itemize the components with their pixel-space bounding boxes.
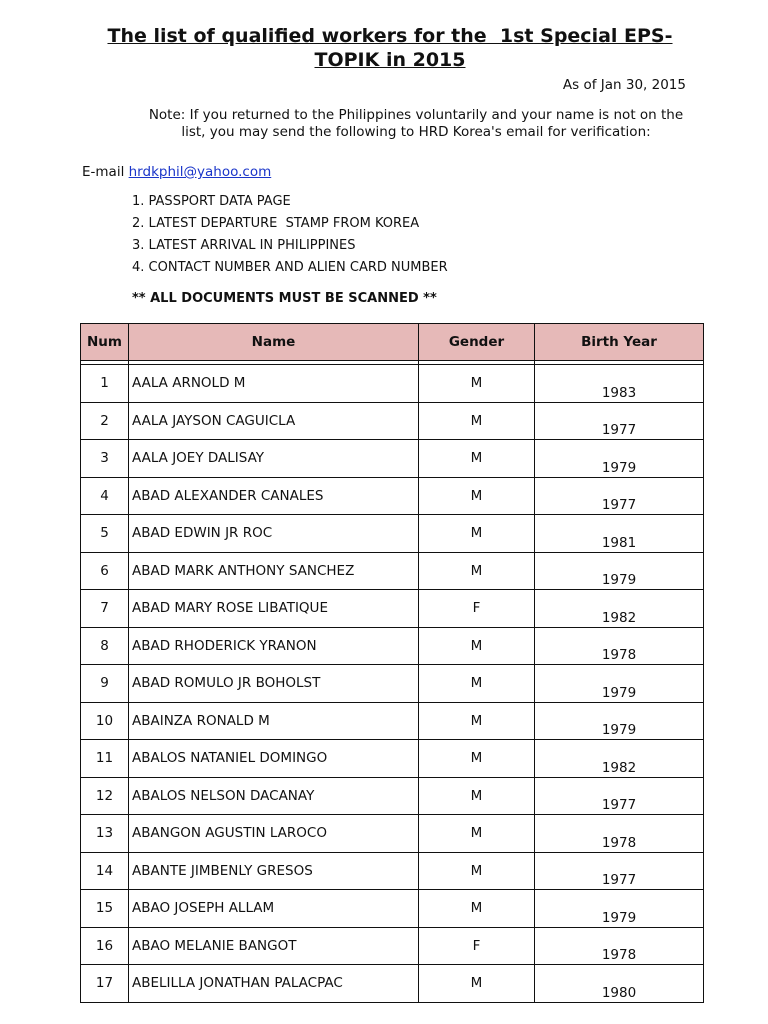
- cell-num: 16: [81, 927, 129, 965]
- cell-gender: M: [419, 477, 535, 515]
- cell-num: 6: [81, 552, 129, 590]
- cell-birth-year: 1977: [535, 852, 704, 890]
- as-of-date: As of Jan 30, 2015: [562, 77, 686, 93]
- cell-birth-year: 1980: [535, 965, 704, 1003]
- cell-gender: M: [419, 777, 535, 815]
- table-row: [81, 702, 704, 740]
- cell-name: ABAD EDWIN JR ROC: [129, 515, 419, 553]
- page-title: [60, 24, 720, 72]
- header-birth-year: Birth Year: [535, 324, 704, 361]
- cell-birth-year: 1983: [535, 365, 704, 403]
- cell-gender: M: [419, 665, 535, 703]
- cell-num: 1: [81, 365, 129, 403]
- cell-name: ABANTE JIMBENLY GRESOS: [129, 852, 419, 890]
- cell-gender: M: [419, 515, 535, 553]
- requirement-item: 1. PASSPORT DATA PAGE: [132, 194, 291, 209]
- header-gender: Gender: [419, 324, 535, 361]
- cell-gender: F: [419, 927, 535, 965]
- cell-gender: M: [419, 702, 535, 740]
- table-row: [81, 815, 704, 853]
- cell-num: 17: [81, 965, 129, 1003]
- cell-birth-year: 1979: [535, 440, 704, 478]
- cell-num: 3: [81, 440, 129, 478]
- note-line-2: list, you may send the following to HRD Korea's email for verification:: [181, 124, 651, 140]
- cell-name: ABAO MELANIE BANGOT: [129, 927, 419, 965]
- cell-birth-year: 1978: [535, 927, 704, 965]
- cell-num: 8: [81, 627, 129, 665]
- cell-name: ABAD MARK ANTHONY SANCHEZ: [129, 552, 419, 590]
- cell-name: ABALOS NATANIEL DOMINGO: [129, 740, 419, 778]
- cell-name: AALA ARNOLD M: [129, 365, 419, 403]
- table-header-row: [81, 324, 704, 361]
- cell-birth-year: 1981: [535, 515, 704, 553]
- cell-birth-year: 1977: [535, 777, 704, 815]
- requirement-item: 3. LATEST ARRIVAL IN PHILIPPINES: [132, 238, 356, 253]
- table-row: [81, 740, 704, 778]
- cell-birth-year: 1979: [535, 665, 704, 703]
- table-row: [81, 590, 704, 628]
- cell-gender: M: [419, 890, 535, 928]
- table-row: [81, 440, 704, 478]
- cell-num: 13: [81, 815, 129, 853]
- table-row: [81, 890, 704, 928]
- cell-name: ABAO JOSEPH ALLAM: [129, 890, 419, 928]
- table-row: [81, 552, 704, 590]
- cell-gender: M: [419, 815, 535, 853]
- email-label: E-mail: [82, 164, 125, 180]
- scan-notice: ** ALL DOCUMENTS MUST BE SCANNED **: [132, 291, 437, 306]
- requirement-item: 2. LATEST DEPARTURE STAMP FROM KOREA: [132, 216, 420, 231]
- cell-num: 12: [81, 777, 129, 815]
- header-name: Name: [129, 324, 419, 361]
- cell-gender: M: [419, 365, 535, 403]
- table-row: [81, 627, 704, 665]
- cell-num: 11: [81, 740, 129, 778]
- cell-birth-year: 1978: [535, 627, 704, 665]
- cell-num: 14: [81, 852, 129, 890]
- cell-name: ABAD ALEXANDER CANALES: [129, 477, 419, 515]
- cell-birth-year: 1977: [535, 402, 704, 440]
- cell-birth-year: 1979: [535, 552, 704, 590]
- cell-gender: M: [419, 440, 535, 478]
- cell-name: ABANGON AGUSTIN LAROCO: [129, 815, 419, 853]
- table-body: [81, 361, 704, 1003]
- title-line-2: TOPIK in 2015: [314, 49, 466, 71]
- cell-gender: M: [419, 740, 535, 778]
- email-row: [82, 164, 271, 180]
- note-line-1: Note: If you returned to the Philippines voluntarily and your name is not on the: [148, 107, 684, 123]
- cell-num: 4: [81, 477, 129, 515]
- table-row: [81, 477, 704, 515]
- cell-name: ABAINZA RONALD M: [129, 702, 419, 740]
- cell-num: 10: [81, 702, 129, 740]
- cell-name: ABAD ROMULO JR BOHOLST: [129, 665, 419, 703]
- cell-gender: M: [419, 627, 535, 665]
- cell-name: AALA JOEY DALISAY: [129, 440, 419, 478]
- table-row: [81, 515, 704, 553]
- cell-num: 5: [81, 515, 129, 553]
- cell-birth-year: 1979: [535, 702, 704, 740]
- cell-birth-year: 1978: [535, 815, 704, 853]
- note: [118, 107, 714, 141]
- table-row: [81, 927, 704, 965]
- cell-name: ABAD MARY ROSE LIBATIQUE: [129, 590, 419, 628]
- cell-gender: M: [419, 852, 535, 890]
- header-num: Num: [81, 324, 129, 361]
- cell-num: 7: [81, 590, 129, 628]
- cell-birth-year: 1977: [535, 477, 704, 515]
- table-row: [81, 665, 704, 703]
- table-row: [81, 402, 704, 440]
- requirements-list: [132, 192, 448, 280]
- cell-gender: F: [419, 590, 535, 628]
- cell-num: 2: [81, 402, 129, 440]
- table-row: [81, 965, 704, 1003]
- cell-name: ABAD RHODERICK YRANON: [129, 627, 419, 665]
- cell-name: ABELILLA JONATHAN PALACPAC: [129, 965, 419, 1003]
- cell-num: 15: [81, 890, 129, 928]
- requirement-item: 4. CONTACT NUMBER AND ALIEN CARD NUMBER: [132, 260, 448, 275]
- title-line-1: The list of qualified workers for the 1st Special EPS-: [107, 25, 673, 47]
- cell-gender: M: [419, 402, 535, 440]
- table-row: [81, 777, 704, 815]
- cell-name: ABALOS NELSON DACANAY: [129, 777, 419, 815]
- cell-num: 9: [81, 665, 129, 703]
- cell-birth-year: 1982: [535, 740, 704, 778]
- cell-birth-year: 1979: [535, 890, 704, 928]
- cell-gender: M: [419, 552, 535, 590]
- cell-name: AALA JAYSON CAGUICLA: [129, 402, 419, 440]
- workers-table: [80, 323, 704, 1003]
- cell-birth-year: 1982: [535, 590, 704, 628]
- table-row: [81, 852, 704, 890]
- table-row: [81, 365, 704, 403]
- email-link[interactable]: hrdkphil@yahoo.com: [128, 164, 272, 180]
- cell-gender: M: [419, 965, 535, 1003]
